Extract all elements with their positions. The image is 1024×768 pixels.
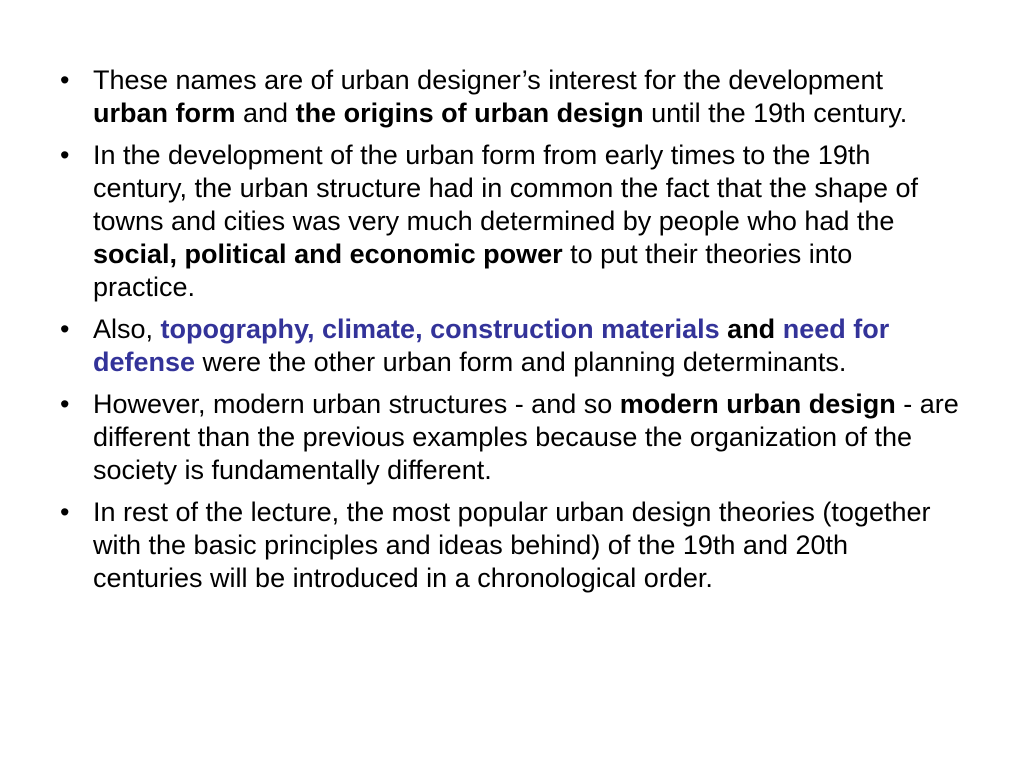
bullet-text: - are different than the previous examples because the organization of the society is fundamentally different. <box>93 389 959 485</box>
highlight-determinants: topography, climate, construction materials <box>160 314 720 344</box>
bullet-text: However, modern urban structures - and so <box>93 389 620 419</box>
bullet-item-5 <box>60 496 960 595</box>
bullet-text: These names are of urban designer’s interest for the development <box>93 65 883 95</box>
bullet-list <box>60 64 960 604</box>
bullet-text: In the development of the urban form from early times to the 19th century, the urban structure had in common the fact that the shape of towns and cities was very much determined by people who had the <box>93 140 918 236</box>
bullet-item-4 <box>60 388 960 487</box>
bullet-item-1 <box>60 64 960 130</box>
bullet-item-3 <box>60 313 960 379</box>
bullet-marker: • <box>60 314 70 344</box>
emphasis-urban-form: urban form <box>93 98 236 128</box>
highlight-need-for-defense: need for defense <box>93 314 890 377</box>
bullet-text: Also, <box>93 314 161 344</box>
emphasis-origins-of-urban-design: the origins of urban design <box>295 98 644 128</box>
emphasis-power: social, political and economic power <box>93 239 563 269</box>
bullet-marker: • <box>60 389 70 419</box>
bullet-text: to put their theories into practice. <box>93 239 853 302</box>
emphasis-and: and <box>727 314 776 344</box>
bullet-text <box>775 314 783 344</box>
bullet-text: In rest of the lecture, the most popular urban design theories (together with the basic principles and ideas behind) of the 19th and 20th centuries will be introduced in a chronological order. <box>93 497 931 593</box>
bullet-marker: • <box>60 65 70 95</box>
bullet-item-2 <box>60 139 960 304</box>
bullet-marker: • <box>60 140 70 170</box>
emphasis-modern-urban-design: modern urban design <box>619 389 896 419</box>
bullet-text: and <box>235 98 296 128</box>
bullet-text: until the 19th century. <box>643 98 908 128</box>
bullet-marker: • <box>60 497 70 527</box>
bullet-text: were the other urban form and planning determinants. <box>195 347 847 377</box>
